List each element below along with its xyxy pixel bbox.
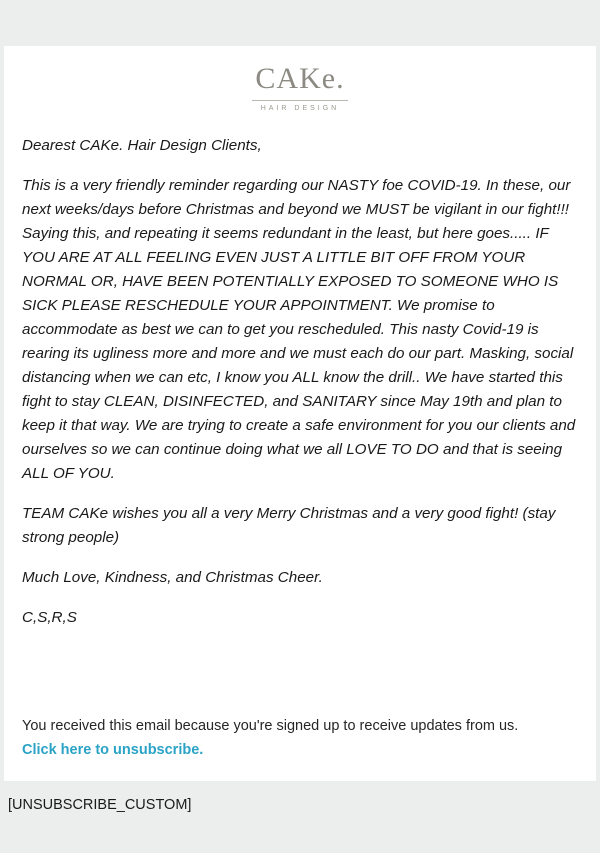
footer-notice-text: You received this email because you're signed up to receive updates from us. xyxy=(22,718,519,735)
unsubscribe-link[interactable]: Click here to unsubscribe. xyxy=(22,742,204,759)
brand-logo xyxy=(4,46,596,126)
message-paragraph-4: C,S,R,S xyxy=(22,609,77,627)
email-message-body xyxy=(4,126,596,630)
email-footer xyxy=(4,716,596,759)
unsubscribe-token-text: [UNSUBSCRIBE_CUSTOM] xyxy=(4,781,596,813)
message-paragraph-3: Much Love, Kindness, and Christmas Cheer. xyxy=(22,569,323,587)
top-background-strip xyxy=(0,0,600,46)
logo-wordmark: CAKe. xyxy=(255,62,345,95)
email-body-card xyxy=(4,46,596,813)
bottom-background-strip xyxy=(0,813,600,853)
logo-tagline: HAIR DESIGN xyxy=(260,105,340,112)
message-paragraph-2: TEAM CAKe wishes you all a very Merry Christmas and a very good fight! (stay strong people) xyxy=(22,505,556,547)
logo-divider xyxy=(252,100,348,101)
body-footer-spacer xyxy=(4,646,596,716)
salutation-paragraph: Dearest CAKe. Hair Design Clients, xyxy=(22,137,262,154)
message-paragraph-1: This is a very friendly reminder regarding our NASTY foe COVID-19. In these, our next weeks/days before Christmas and beyond we MUST be vigilant in our fight!!! Saying this, and repeating it seems redundant in the least, but here goes..... IF YOU ARE AT ALL FEELING EVEN JUST A LITTLE BIT OFF FROM YOUR NORMAL OR, HAVE BEEN POTENTIALLY EXPOSED TO SOMEONE WHO IS SICK PLEASE RESCHEDULE YOUR APPOINTMENT. We promise to accommodate as best we can to get you rescheduled. This nasty Covid-19 is rearing its ugliness more and more and we must each do our part. Masking, social distancing when we can etc, I know you ALL know the drill.. We have started this fight to stay CLEAN, DISINFECTED, and SANITARY since May 19th and plan to keep it that way. We are trying to create a safe environment for you our clients and ourselves so we can continue doing what we all LOVE TO DO and that is seeing ALL OF YOU. xyxy=(22,177,576,483)
